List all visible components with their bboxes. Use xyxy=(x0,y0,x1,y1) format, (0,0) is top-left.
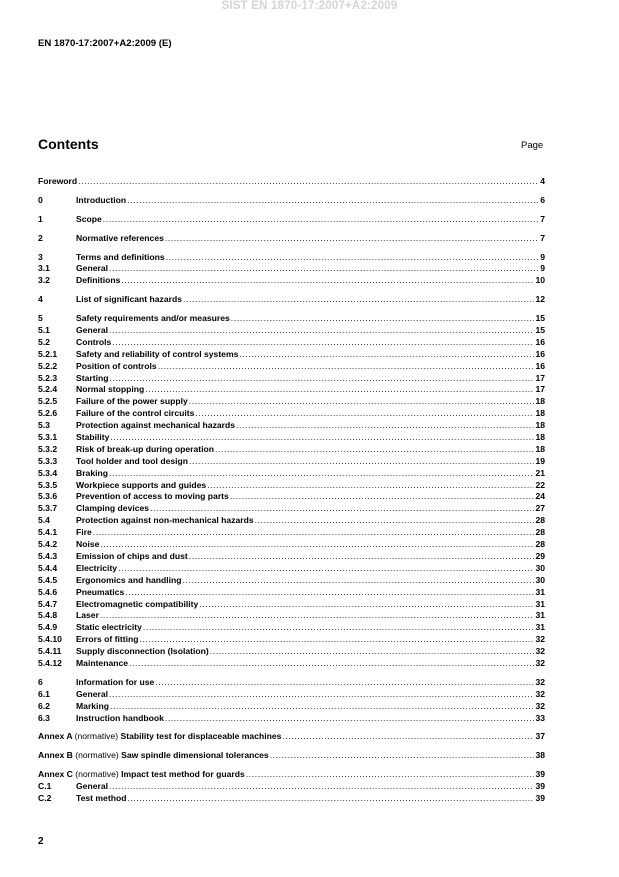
toc-entry[interactable] xyxy=(38,349,545,361)
annex-label: Annex B xyxy=(38,750,73,761)
toc-entry-page: 27 xyxy=(535,503,545,514)
toc-entry[interactable] xyxy=(38,503,545,515)
toc-entry-page: 9 xyxy=(540,263,545,274)
document-id: EN 1870-17:2007+A2:2009 (E) xyxy=(38,38,172,49)
toc-entry[interactable] xyxy=(38,491,545,503)
toc-entry-number: 5.4.4 xyxy=(38,562,58,573)
toc-entry[interactable] xyxy=(38,444,545,456)
dot-leader xyxy=(109,689,534,701)
toc-entry-page: 28 xyxy=(535,515,545,526)
dot-leader xyxy=(109,263,539,275)
toc-entry-title: Failure of the control circuits xyxy=(76,408,195,419)
toc-entry[interactable] xyxy=(38,658,545,670)
toc-entry-title: Braking xyxy=(76,467,108,478)
toc-entry[interactable] xyxy=(38,468,545,480)
toc-entry[interactable] xyxy=(38,563,545,575)
dot-leader xyxy=(109,373,534,385)
toc-entry[interactable] xyxy=(38,480,545,492)
toc-entry-page: 16 xyxy=(535,348,545,359)
toc-entry[interactable] xyxy=(38,325,545,337)
toc-entry[interactable] xyxy=(38,793,545,805)
dot-leader xyxy=(165,713,535,725)
toc-entry-page: 30 xyxy=(535,562,545,573)
toc-entry[interactable] xyxy=(38,384,545,396)
toc-entry-title: Controls xyxy=(76,336,112,347)
dot-leader xyxy=(127,195,539,207)
toc-entry[interactable] xyxy=(38,263,545,275)
toc-entry-number: 5.4.6 xyxy=(38,586,58,597)
toc-entry[interactable] xyxy=(38,527,545,539)
dot-leader xyxy=(230,491,535,503)
toc-entry-title: List of significant hazards xyxy=(76,294,183,305)
toc-entry-page: 15 xyxy=(535,325,545,336)
dot-leader xyxy=(207,480,534,492)
toc-entry-number: 5.3.3 xyxy=(38,455,58,466)
dot-leader xyxy=(140,634,535,646)
dot-leader xyxy=(129,658,534,670)
toc-entry-page: 12 xyxy=(535,294,545,305)
toc-annex-entry[interactable] xyxy=(38,731,545,743)
toc-entry-number: 5.3.7 xyxy=(38,503,58,514)
toc-entry[interactable] xyxy=(38,599,545,611)
toc-entry[interactable] xyxy=(38,294,545,306)
toc-entry[interactable] xyxy=(38,275,545,287)
annex-qualifier: (normative) xyxy=(75,769,119,780)
dot-leader xyxy=(183,294,534,306)
toc-entry[interactable] xyxy=(38,233,545,245)
toc-entry-page: 37 xyxy=(535,731,545,742)
toc-entry-number: 5.4.7 xyxy=(38,598,58,609)
annex-label: Annex A xyxy=(38,731,73,742)
annex-title: Saw spindle dimensional tolerances xyxy=(121,750,269,761)
toc-entry-page: 38 xyxy=(535,750,545,761)
toc-entry-number: 5.3.2 xyxy=(38,443,58,454)
dot-leader xyxy=(78,176,539,188)
toc-entry-page: 16 xyxy=(535,336,545,347)
toc-entry[interactable] xyxy=(38,252,545,264)
toc-entry[interactable] xyxy=(38,634,545,646)
annex-label: Annex C xyxy=(38,769,73,780)
toc-entry-number: 6.2 xyxy=(38,700,50,711)
dot-leader xyxy=(112,337,534,349)
toc-entry-title: Risk of break-up during operation xyxy=(76,443,214,454)
page-title: Contents xyxy=(38,136,99,152)
toc-entry[interactable] xyxy=(38,373,545,385)
toc-entry-number: 6.1 xyxy=(38,688,50,699)
toc-entry-page: 32 xyxy=(535,634,545,645)
toc-entry-title: Test method xyxy=(76,792,127,803)
toc-entry-page: 18 xyxy=(535,408,545,419)
toc-entry-title: Instruction handbook xyxy=(76,712,164,723)
toc-entry-page: 28 xyxy=(535,539,545,550)
dot-leader xyxy=(231,313,535,325)
toc-entry-number: 5.4.10 xyxy=(38,634,62,645)
dot-leader xyxy=(143,622,535,634)
dot-leader xyxy=(110,701,534,713)
toc-entry-page: 7 xyxy=(540,213,545,224)
toc-entry-title: Normal stopping xyxy=(76,384,145,395)
toc-entry-page: 28 xyxy=(535,527,545,538)
table-of-contents xyxy=(38,176,545,805)
page-number: 2 xyxy=(38,836,44,847)
toc-entry[interactable] xyxy=(38,361,545,373)
toc-entry[interactable] xyxy=(38,701,545,713)
toc-entry-number: 5.2.5 xyxy=(38,396,58,407)
dot-leader xyxy=(155,677,534,689)
toc-entry[interactable] xyxy=(38,408,545,420)
toc-entry-number: 5.4.3 xyxy=(38,550,58,561)
toc-entry-number: 5.2.6 xyxy=(38,408,58,419)
toc-entry-page: 4 xyxy=(540,176,545,186)
toc-entry-page: 6 xyxy=(540,194,545,205)
toc-entry-title: Emission of chips and dust xyxy=(76,550,188,561)
toc-entry-number: 5.2.2 xyxy=(38,360,58,371)
toc-entry-page: 18 xyxy=(535,432,545,443)
toc-entry[interactable] xyxy=(38,587,545,599)
dot-leader xyxy=(158,361,535,373)
dot-leader xyxy=(166,252,540,264)
toc-entry-page: 17 xyxy=(535,384,545,395)
dot-leader xyxy=(270,750,535,762)
toc-entry[interactable] xyxy=(38,420,545,432)
dot-leader xyxy=(189,456,534,468)
toc-entry[interactable] xyxy=(38,781,545,793)
toc-annex-entry[interactable] xyxy=(38,750,545,762)
dot-leader xyxy=(103,214,539,226)
dot-leader xyxy=(109,325,534,337)
toc-entry-number: 5.4.2 xyxy=(38,539,58,550)
toc-entry-number: 3.1 xyxy=(38,263,50,274)
toc-entry-number: C.1 xyxy=(38,781,52,792)
toc-entry-title xyxy=(38,731,281,743)
toc-entry-number: 5.4.11 xyxy=(38,646,62,657)
dot-leader xyxy=(125,587,534,599)
toc-entry-title: Supply disconnection (Isolation) xyxy=(76,646,209,657)
toc-entry[interactable] xyxy=(38,539,545,551)
toc-entry-number: 0 xyxy=(38,194,43,205)
toc-entry-number: 5.4.12 xyxy=(38,657,62,668)
toc-entry-number: 5.2.3 xyxy=(38,372,58,383)
toc-entry-title: Protection against mechanical hazards xyxy=(76,420,236,431)
toc-entry-title: Information for use xyxy=(76,676,155,687)
toc-entry-page: 24 xyxy=(535,491,545,502)
toc-entry-page: 31 xyxy=(535,598,545,609)
toc-entry-number: 5.4 xyxy=(38,515,50,526)
toc-entry-number: 5.4.8 xyxy=(38,610,58,621)
toc-entry-page: 15 xyxy=(535,313,545,324)
dot-leader xyxy=(118,563,534,575)
toc-entry-number: 5.3.5 xyxy=(38,479,58,490)
toc-entry-title: Errors of fitting xyxy=(76,634,139,645)
toc-entry-number: 6.3 xyxy=(38,712,50,723)
toc-entry-number: 5 xyxy=(38,313,43,324)
toc-entry-page: 19 xyxy=(535,455,545,466)
toc-entry-page: 16 xyxy=(535,360,545,371)
toc-entry-title: Protection against non-mechanical hazards xyxy=(76,515,254,526)
dot-leader xyxy=(127,793,534,805)
dot-leader xyxy=(93,527,535,539)
dot-leader xyxy=(255,515,535,527)
dot-leader xyxy=(150,503,534,515)
toc-entry-page: 22 xyxy=(535,479,545,490)
toc-entry-page: 32 xyxy=(535,688,545,699)
toc-entry[interactable] xyxy=(38,456,545,468)
toc-entry-page: 32 xyxy=(535,700,545,711)
toc-entry[interactable] xyxy=(38,337,545,349)
toc-entry-title: Starting xyxy=(76,372,109,383)
toc-entry-title: Stability xyxy=(76,432,110,443)
toc-entry[interactable] xyxy=(38,713,545,725)
toc-entry-page: 39 xyxy=(535,781,545,792)
page-column-label: Page xyxy=(521,140,544,151)
toc-entry-page: 7 xyxy=(540,232,545,243)
dot-leader xyxy=(109,781,534,793)
toc-entry-title: Electricity xyxy=(76,562,118,573)
toc-entry-page: 31 xyxy=(535,622,545,633)
toc-entry-page: 31 xyxy=(535,610,545,621)
toc-entry-title: General xyxy=(76,688,109,699)
toc-entry-page: 9 xyxy=(540,251,545,262)
toc-entry-title: Clamping devices xyxy=(76,503,150,514)
toc-entry-number: 5.4.9 xyxy=(38,622,58,633)
annex-title: Impact test method for guards xyxy=(121,769,245,780)
annex-qualifier: (normative) xyxy=(75,750,119,761)
toc-entry-title: Introduction xyxy=(76,194,127,205)
toc-entry-page: 18 xyxy=(535,420,545,431)
toc-entry[interactable] xyxy=(38,214,545,226)
dot-leader xyxy=(189,396,535,408)
toc-entry-page: 18 xyxy=(535,443,545,454)
dot-leader xyxy=(236,420,534,432)
toc-entry-page: 10 xyxy=(535,275,545,286)
toc-entry-number: 5.4.1 xyxy=(38,527,58,538)
dot-leader xyxy=(215,444,534,456)
toc-entry-title: Scope xyxy=(76,213,102,224)
toc-entry[interactable] xyxy=(38,575,545,587)
dot-leader xyxy=(121,275,534,287)
dot-leader xyxy=(189,551,535,563)
toc-entry-title: Static electricity xyxy=(76,622,142,633)
dot-leader xyxy=(100,610,535,622)
annex-qualifier: (normative) xyxy=(74,731,119,742)
watermark: SIST EN 1870-17:2007+A2:2009 xyxy=(221,0,398,12)
toc-entry-title: Maintenance xyxy=(76,657,129,668)
toc-entry-title: General xyxy=(76,325,109,336)
toc-entry-title: Noise xyxy=(76,539,100,550)
dot-leader xyxy=(246,769,535,781)
dot-leader xyxy=(282,731,534,743)
toc-entry-number: 5.3 xyxy=(38,420,50,431)
toc-entry-title: Fire xyxy=(76,527,92,538)
toc-entry-title: Normative references xyxy=(76,232,164,243)
toc-entry[interactable] xyxy=(38,677,545,689)
toc-entry-number: 5.1 xyxy=(38,325,50,336)
toc-entry-title: Safety requirements and/or measures xyxy=(76,313,230,324)
dot-leader xyxy=(100,539,534,551)
toc-entry-page: 31 xyxy=(535,586,545,597)
dot-leader xyxy=(110,432,534,444)
toc-entry-title: General xyxy=(76,263,109,274)
toc-entry-number: C.2 xyxy=(38,792,52,803)
toc-entry-title: General xyxy=(76,781,109,792)
toc-entry[interactable] xyxy=(38,689,545,701)
toc-entry[interactable] xyxy=(38,313,545,325)
toc-entry-number: 5.3.1 xyxy=(38,432,58,443)
toc-entry[interactable] xyxy=(38,176,545,188)
toc-entry-page: 39 xyxy=(535,769,545,780)
toc-entry-title: Ergonomics and handling xyxy=(76,574,182,585)
toc-entry[interactable] xyxy=(38,396,545,408)
toc-entry-number: 5.2.1 xyxy=(38,348,58,359)
toc-entry-title xyxy=(38,750,269,762)
toc-entry-page: 21 xyxy=(535,467,545,478)
dot-leader xyxy=(199,599,534,611)
toc-entry-title: Position of controls xyxy=(76,360,157,371)
toc-entry-number: 3 xyxy=(38,251,43,262)
dot-leader xyxy=(165,233,539,245)
toc-entry-page: 29 xyxy=(535,550,545,561)
dot-leader xyxy=(239,349,534,361)
dot-leader xyxy=(109,468,534,480)
toc-entry-title: Workpiece supports and guides xyxy=(76,479,207,490)
annex-title: Stability test for displaceable machines xyxy=(120,731,282,742)
toc-entry-number: 3.2 xyxy=(38,275,50,286)
toc-entry-title: Failure of the power supply xyxy=(76,396,188,407)
dot-leader xyxy=(195,408,534,420)
toc-entry-title xyxy=(38,769,245,781)
toc-entry-title: Electromagnetic compatibility xyxy=(76,598,199,609)
dot-leader xyxy=(210,646,535,658)
toc-entry-page: 30 xyxy=(535,574,545,585)
toc-entry-number: 5.2.4 xyxy=(38,384,58,395)
toc-entry-page: 32 xyxy=(535,646,545,657)
toc-entry[interactable] xyxy=(38,515,545,527)
toc-entry-number: 5.4.5 xyxy=(38,574,58,585)
toc-entry-title: Definitions xyxy=(76,275,121,286)
toc-entry-page: 33 xyxy=(535,712,545,723)
toc-entry[interactable] xyxy=(38,610,545,622)
dot-leader xyxy=(145,384,534,396)
toc-entry[interactable] xyxy=(38,195,545,207)
toc-entry-title: Tool holder and tool design xyxy=(76,455,189,466)
toc-entry-number: 5.2 xyxy=(38,336,50,347)
toc-entry-title: Pneumatics xyxy=(76,586,125,597)
toc-entry-number: 4 xyxy=(38,294,43,305)
toc-entry-number: 1 xyxy=(38,213,43,224)
toc-entry-title: Foreword xyxy=(38,176,78,186)
toc-entry-page: 18 xyxy=(535,396,545,407)
toc-entry-page: 17 xyxy=(535,372,545,383)
toc-entry[interactable] xyxy=(38,622,545,634)
toc-entry-number: 5.3.6 xyxy=(38,491,58,502)
toc-annex-entry[interactable] xyxy=(38,769,545,781)
toc-entry-title: Terms and definitions xyxy=(76,251,165,262)
toc-entry[interactable] xyxy=(38,646,545,658)
toc-entry-page: 32 xyxy=(535,676,545,687)
toc-entry-title: Marking xyxy=(76,700,109,711)
toc-entry-title: Prevention of access to moving parts xyxy=(76,491,229,502)
toc-entry-page: 32 xyxy=(535,657,545,668)
toc-entry-number: 5.3.4 xyxy=(38,467,58,478)
toc-entry-title: Laser xyxy=(76,610,99,621)
toc-entry-page: 39 xyxy=(535,792,545,803)
toc-entry-title: Safety and reliability of control systems xyxy=(76,348,239,359)
toc-entry[interactable] xyxy=(38,432,545,444)
toc-entry[interactable] xyxy=(38,551,545,563)
toc-entry-number: 2 xyxy=(38,232,43,243)
toc-entry-number: 6 xyxy=(38,676,43,687)
dot-leader xyxy=(183,575,535,587)
